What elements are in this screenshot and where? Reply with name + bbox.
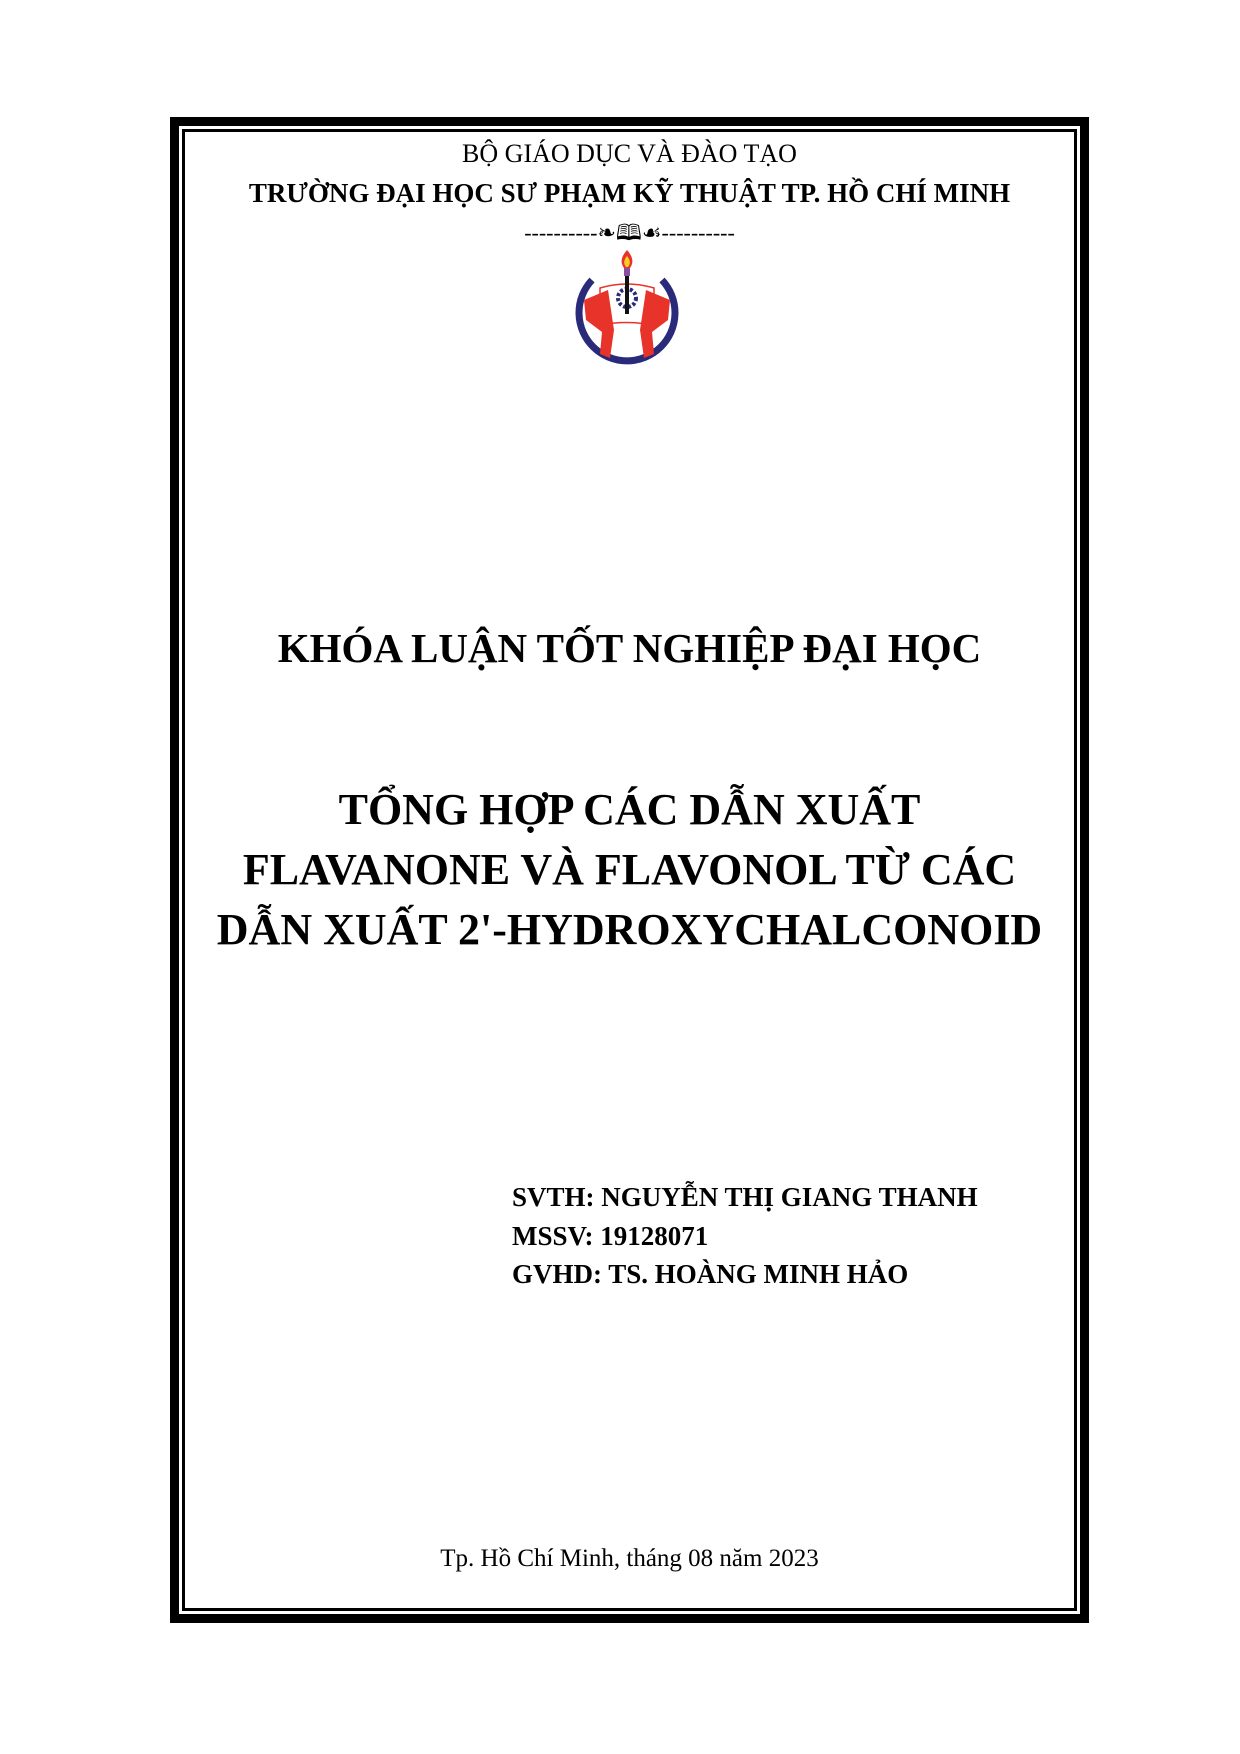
title-line: FLAVANONE VÀ FLAVONOL TỪ CÁC [242, 845, 1017, 894]
ministry-name: BỘ GIÁO DỤC VÀ ĐÀO TẠO [462, 139, 797, 168]
thesis-title [170, 780, 1089, 960]
student-id: MSSV: 19128071 [512, 1220, 709, 1251]
ornament-divider: ----------❧🕮☙---------- [524, 220, 735, 245]
student-name: SVTH: NGUYỄN THỊ GIANG THANH [512, 1182, 978, 1212]
author-info [512, 1178, 978, 1294]
place-date: Tp. Hồ Chí Minh, tháng 08 năm 2023 [440, 1545, 819, 1572]
university-name: TRƯỜNG ĐẠI HỌC SƯ PHẠM KỸ THUẬT TP. HỒ CHÍ MINH [248, 178, 1011, 208]
university-logo-icon [570, 250, 684, 370]
advisor-name: GVHD: TS. HOÀNG MINH HẢO [512, 1259, 909, 1289]
title-line: TỔNG HỢP CÁC DẪN XUẤT [338, 785, 921, 834]
thesis-type: KHÓA LUẬN TỐT NGHIỆP ĐẠI HỌC [277, 625, 982, 671]
title-line: DẪN XUẤT 2'-HYDROXYCHALCONOID [216, 905, 1043, 954]
